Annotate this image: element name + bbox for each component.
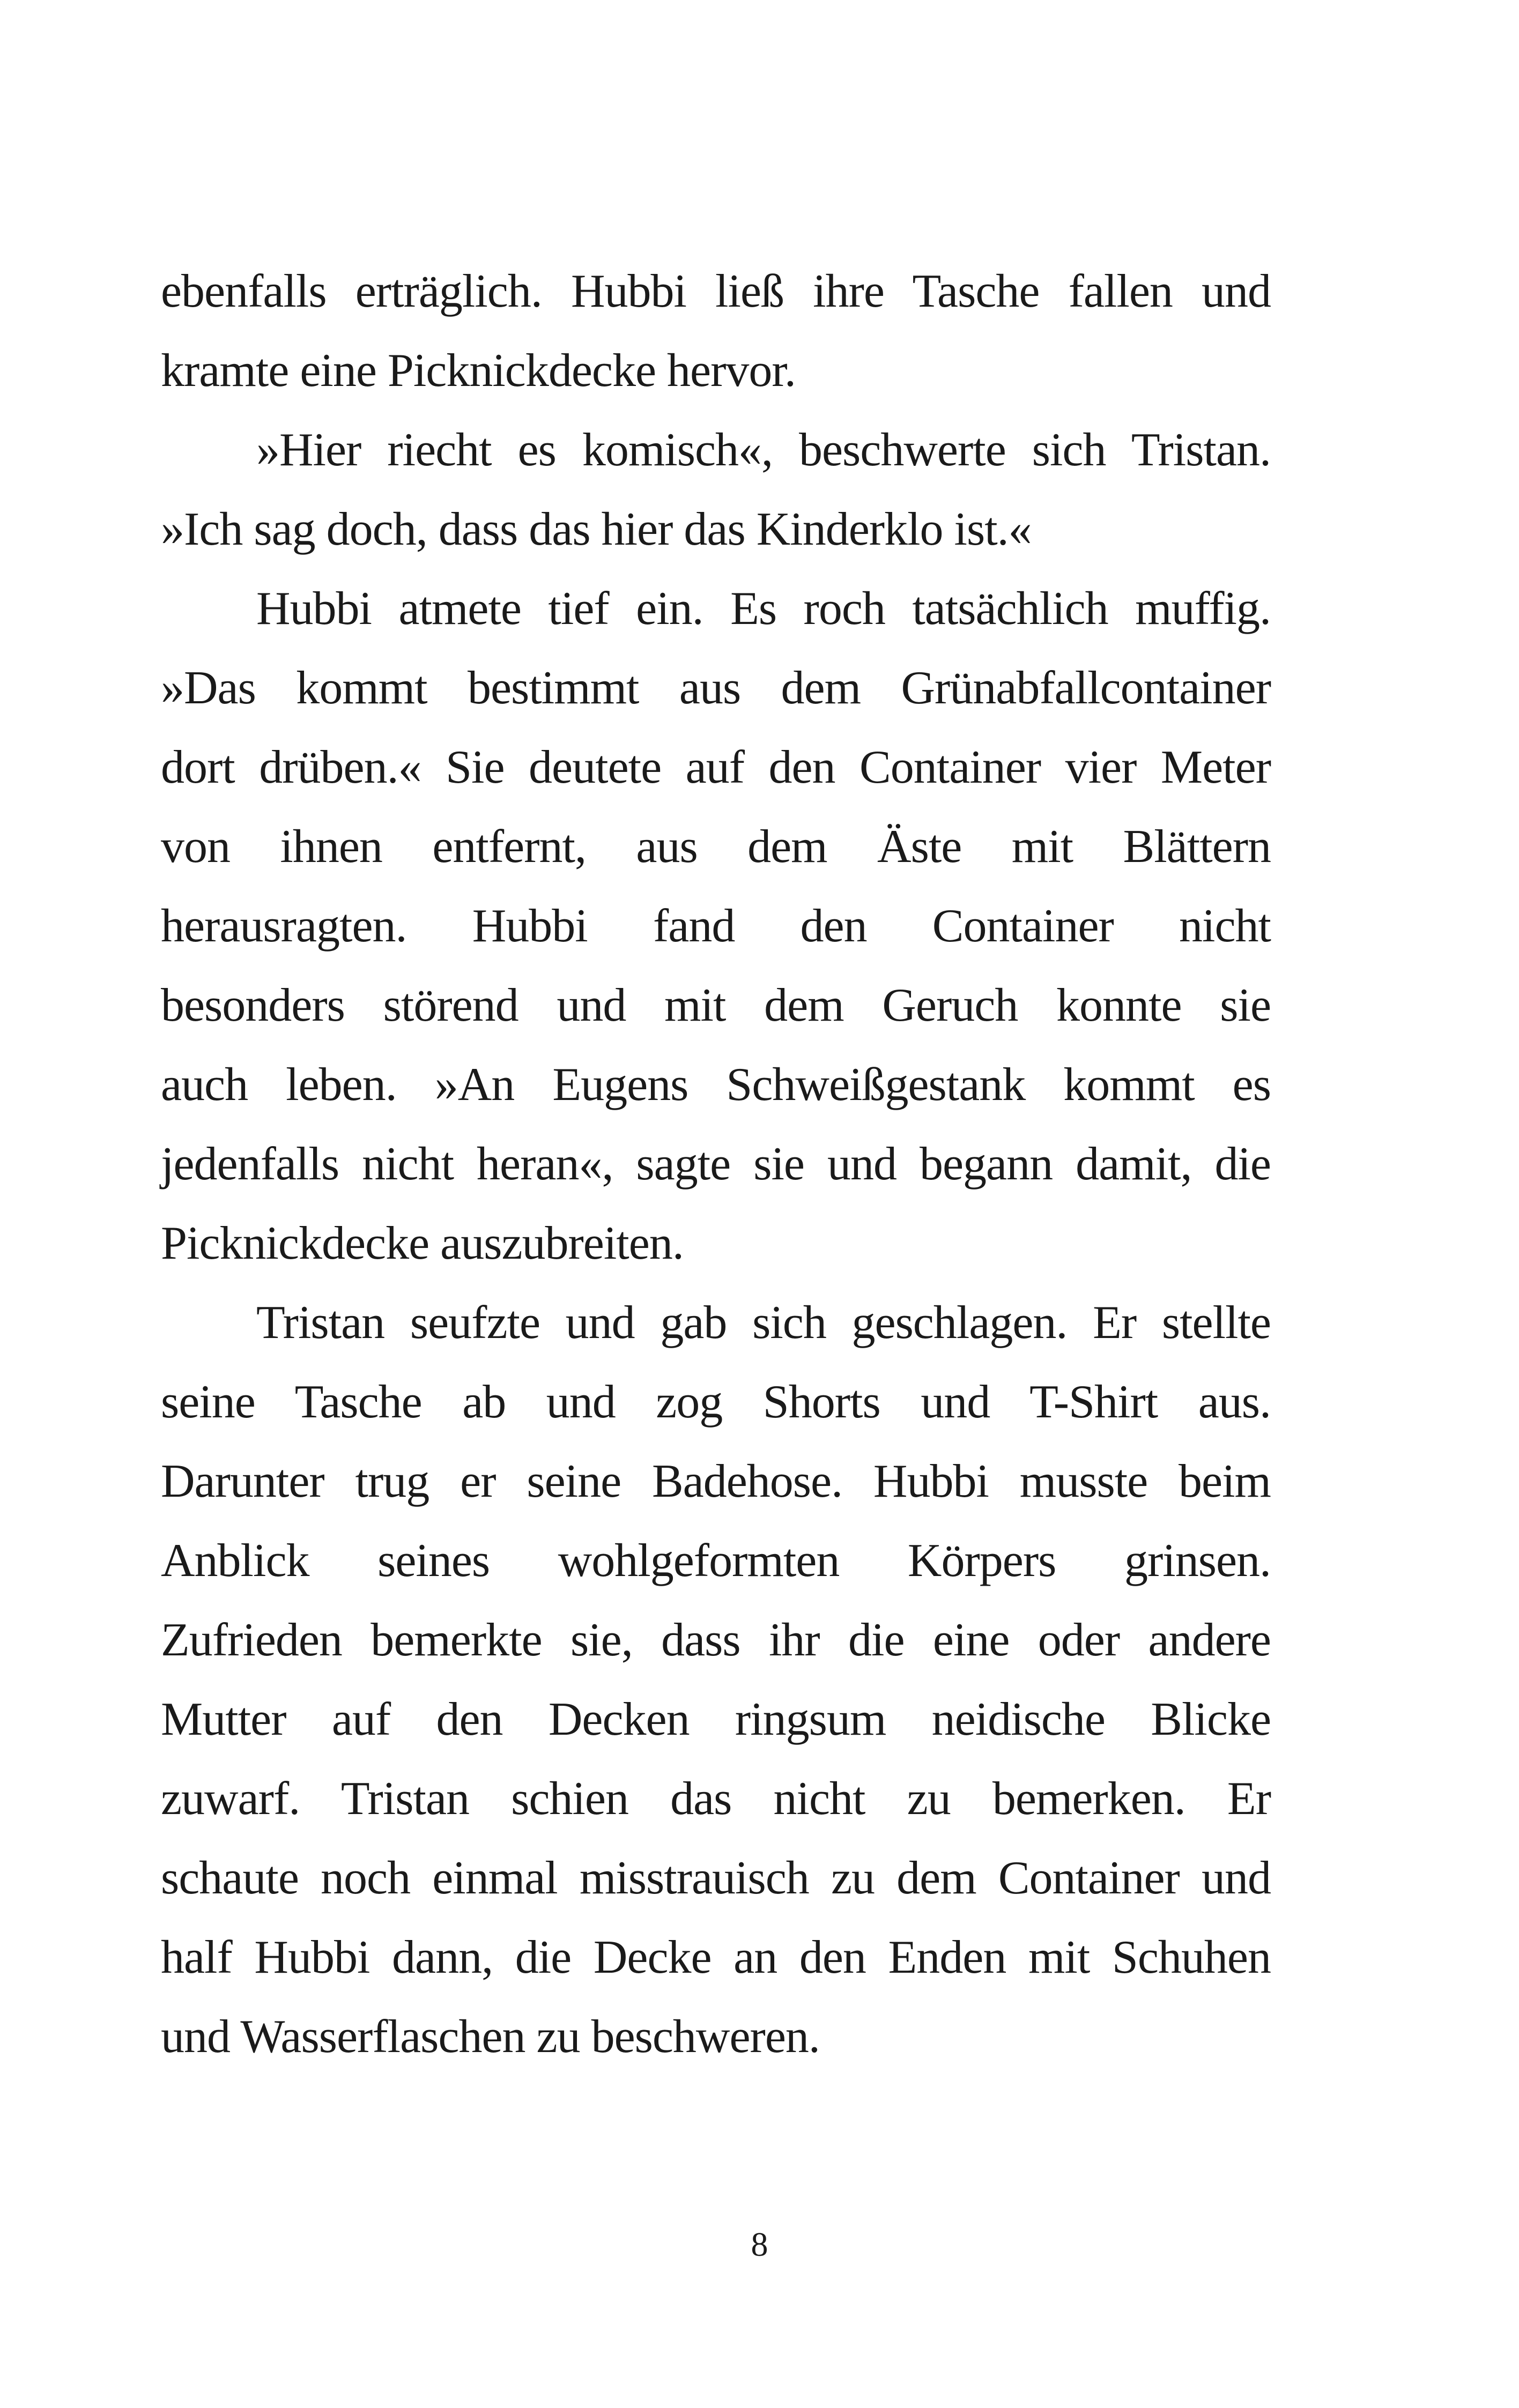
text-line: Zufrieden bemerkte sie, dass ihr die eine oder andere xyxy=(161,1614,1271,1666)
text-line: Picknickdecke auszubreiten. xyxy=(161,1217,684,1269)
text-line: kramte eine Picknickdecke hervor. xyxy=(161,345,796,397)
text-line: herausragten. Hubbi fand den Container nicht xyxy=(161,900,1271,952)
page-number: 8 xyxy=(751,2225,768,2263)
text-line: jedenfalls nicht heran«, sagte sie und begann damit, die xyxy=(161,1138,1271,1190)
text-line: auch leben. »An Eugens Schweißgestank kommt es xyxy=(161,1059,1271,1111)
text-line: Tristan seufzte und gab sich geschlagen. Er stellte xyxy=(256,1297,1271,1349)
text-line: dort drüben.« Sie deutete auf den Container vier Meter xyxy=(161,741,1271,793)
text-line: Anblick seines wohlgeformten Körpers grinsen. xyxy=(161,1535,1271,1587)
text-line: zuwarf. Tristan schien das nicht zu bemerken. Er xyxy=(161,1773,1271,1825)
text-line: und Wasserflaschen zu beschweren. xyxy=(161,2011,820,2063)
text-line: »Ich sag doch, dass das hier das Kinderklo ist.« xyxy=(161,503,1032,555)
text-line: Mutter auf den Decken ringsum neidische Blicke xyxy=(161,1693,1271,1745)
body-text xyxy=(161,252,1271,2077)
text-line: ebenfalls erträglich. Hubbi ließ ihre Tasche fallen und xyxy=(161,265,1271,317)
text-line: half Hubbi dann, die Decke an den Enden mit Schuhen xyxy=(161,1931,1271,1983)
text-line: Hubbi atmete tief ein. Es roch tatsächlich muffig. xyxy=(256,583,1271,635)
text-line: besonders störend und mit dem Geruch konnte sie xyxy=(161,979,1271,1031)
text-line: »Das kommt bestimmt aus dem Grünabfallcontainer xyxy=(161,662,1271,714)
text-line: Darunter trug er seine Badehose. Hubbi musste beim xyxy=(161,1455,1271,1507)
text-line: von ihnen entfernt, aus dem Äste mit Blättern xyxy=(161,821,1271,873)
text-line: seine Tasche ab und zog Shorts und T-Shirt aus. xyxy=(161,1376,1271,1428)
text-line: »Hier riecht es komisch«, beschwerte sich Tristan. xyxy=(256,424,1271,476)
text-line: schaute noch einmal misstrauisch zu dem Container und xyxy=(161,1852,1271,1904)
